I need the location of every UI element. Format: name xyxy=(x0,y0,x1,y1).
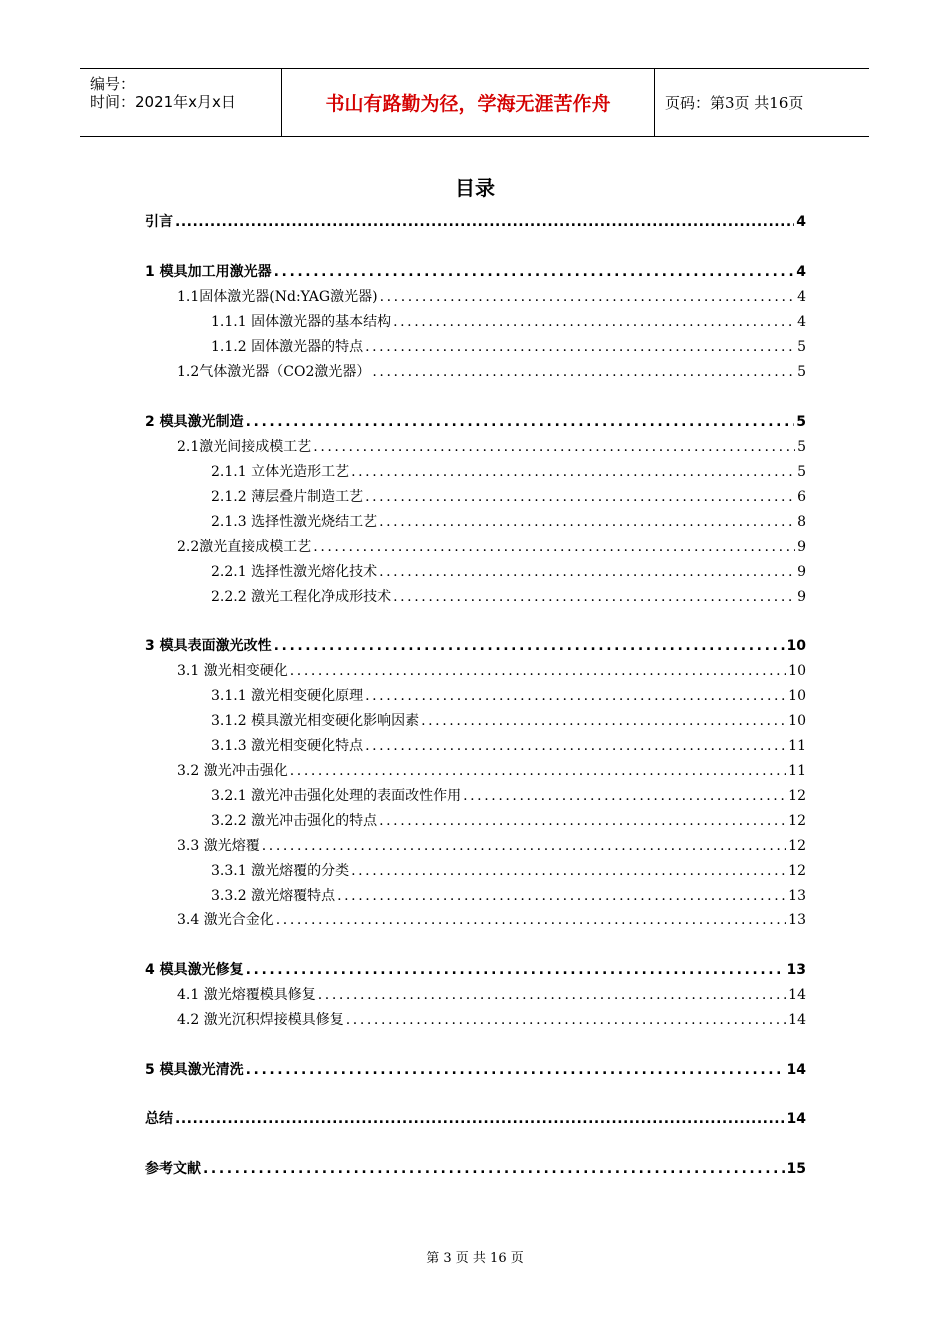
toc-entry-text: 4.1 激光熔覆模具修复 xyxy=(177,987,316,1003)
toc-entry-text: 3.1.3 激光相变硬化特点 xyxy=(211,738,364,754)
toc-entry-text: 3.2.2 激光冲击强化的特点 xyxy=(211,813,378,829)
toc-leader-dots xyxy=(276,912,786,928)
toc-leader-dots xyxy=(313,539,795,555)
toc-leader-dots xyxy=(393,589,795,605)
toc-entry[interactable] xyxy=(211,685,806,705)
toc-entry-page: 5 xyxy=(796,414,806,430)
toc-entry-page: 5 xyxy=(797,339,806,355)
toc-leader-dots xyxy=(346,1012,786,1028)
toc-entry-page: 12 xyxy=(788,813,806,829)
toc-entry-page: 14 xyxy=(788,987,806,1003)
page-title: 目录 xyxy=(455,176,495,200)
toc-leader-dots xyxy=(379,813,786,829)
toc-entry[interactable] xyxy=(145,1059,806,1079)
toc-entry-text: 2.2激光直接成模工艺 xyxy=(177,539,312,555)
toc-entry-page: 6 xyxy=(797,489,806,505)
toc-entry-text: 3.3 激光熔覆 xyxy=(177,838,260,854)
toc-entry-page: 10 xyxy=(788,663,806,679)
toc-entry-page: 5 xyxy=(797,439,806,455)
toc-leader-dots xyxy=(379,564,795,580)
toc-entry-text: 4.2 激光沉积焊接模具修复 xyxy=(177,1012,344,1028)
header-motto-cell xyxy=(282,69,655,136)
toc-entry-text: 2.1.1 立体光造形工艺 xyxy=(211,464,350,480)
toc-entry[interactable] xyxy=(211,486,806,506)
toc-entry-page: 10 xyxy=(788,713,806,729)
toc-entry-page: 4 xyxy=(797,314,806,330)
toc-entry-text: 引言 xyxy=(145,214,173,230)
toc-entry-text: 1.2气体激光器（CO2激光器） xyxy=(177,364,371,380)
toc-entry-page: 13 xyxy=(788,888,806,904)
number-label: 编号： xyxy=(90,75,136,93)
toc-entry-page: 11 xyxy=(788,738,806,754)
toc-leader-dots xyxy=(274,264,795,280)
toc-leader-dots xyxy=(175,1111,785,1127)
toc-entry-page: 4 xyxy=(796,214,806,230)
toc-entry-page: 4 xyxy=(796,264,806,280)
toc-entry-page: 9 xyxy=(797,539,806,555)
toc-leader-dots xyxy=(463,788,786,804)
toc-entry[interactable] xyxy=(177,1009,806,1029)
toc-leader-dots xyxy=(351,464,795,480)
toc-leader-dots xyxy=(372,364,795,380)
toc-entry-text: 3.2.1 激光冲击强化处理的表面改性作用 xyxy=(211,788,462,804)
toc-entry-text: 2.2.2 激光工程化净成形技术 xyxy=(211,589,392,605)
toc-entry-page: 9 xyxy=(797,564,806,580)
toc-entry-page: 9 xyxy=(797,589,806,605)
toc-entry-page: 13 xyxy=(786,962,806,978)
toc-leader-dots xyxy=(290,763,786,779)
toc-entry[interactable] xyxy=(177,660,806,680)
page-footer: 第 3 页 共 16 页 xyxy=(426,1251,524,1266)
toc-entry-text: 1.1.2 固体激光器的特点 xyxy=(211,339,364,355)
toc-leader-dots xyxy=(246,1062,785,1078)
toc-entry-page: 8 xyxy=(797,514,806,530)
toc-entry[interactable] xyxy=(177,909,806,929)
toc-entry[interactable] xyxy=(211,461,806,481)
toc-leader-dots xyxy=(203,1161,785,1177)
toc-entry-page: 12 xyxy=(788,788,806,804)
toc-entry[interactable] xyxy=(211,735,806,755)
toc-entry-text: 2.1激光间接成模工艺 xyxy=(177,439,312,455)
toc-entry-text: 3.1.1 激光相变硬化原理 xyxy=(211,688,364,704)
toc-entry[interactable] xyxy=(145,1108,806,1128)
toc-entry[interactable] xyxy=(177,984,806,1004)
toc-entry[interactable] xyxy=(211,710,806,730)
toc-entry-text: 3.2 激光冲击强化 xyxy=(177,763,288,779)
toc-entry-page: 14 xyxy=(786,1062,806,1078)
toc-entry[interactable] xyxy=(145,261,806,281)
toc-entry-text: 总结 xyxy=(145,1111,173,1127)
toc-entry-page: 14 xyxy=(786,1111,806,1127)
toc-leader-dots xyxy=(351,863,786,879)
toc-entry-page: 4 xyxy=(797,289,806,305)
date-label: 时间：2021年x月x日 xyxy=(90,93,236,111)
toc-entry-text: 3.3.2 激光熔覆特点 xyxy=(211,888,336,904)
toc-leader-dots xyxy=(365,738,786,754)
toc-entry-page: 13 xyxy=(788,912,806,928)
toc-leader-dots xyxy=(393,314,795,330)
toc-entry-text: 3 模具表面激光改性 xyxy=(145,638,272,654)
header-table xyxy=(80,68,869,137)
toc-entry[interactable] xyxy=(211,336,806,356)
toc-leader-dots xyxy=(246,414,795,430)
toc-entry-text: 2.2.1 选择性激光熔化技术 xyxy=(211,564,378,580)
toc-leader-dots xyxy=(337,888,786,904)
toc-entry-page: 5 xyxy=(797,364,806,380)
toc-entry-text: 4 模具激光修复 xyxy=(145,962,244,978)
toc-entry-text: 3.3.1 激光熔覆的分类 xyxy=(211,863,350,879)
toc-leader-dots xyxy=(246,962,785,978)
toc-leader-dots xyxy=(318,987,786,1003)
toc-entry-text: 5 模具激光清洗 xyxy=(145,1062,244,1078)
toc-entry[interactable] xyxy=(211,586,806,606)
toc-entry-page: 12 xyxy=(788,863,806,879)
toc-entry-page: 14 xyxy=(788,1012,806,1028)
toc-entry[interactable] xyxy=(177,361,806,381)
toc-entry-text: 3.1 激光相变硬化 xyxy=(177,663,288,679)
toc-entry[interactable] xyxy=(211,561,806,581)
toc-entry-page: 12 xyxy=(788,838,806,854)
toc-leader-dots xyxy=(365,489,795,505)
toc-entry[interactable] xyxy=(145,959,806,979)
toc-leader-dots xyxy=(175,214,794,230)
toc-entry[interactable] xyxy=(211,785,806,805)
toc-entry[interactable] xyxy=(211,311,806,331)
toc-leader-dots xyxy=(262,838,786,854)
toc-entry-text: 1.1固体激光器(Nd:YAG激光器) xyxy=(177,289,378,305)
header-page-cell xyxy=(655,69,869,136)
toc-entry-page: 15 xyxy=(786,1161,806,1177)
toc-entry[interactable] xyxy=(177,760,806,780)
toc-entry[interactable] xyxy=(211,511,806,531)
header-meta-cell xyxy=(80,69,282,136)
toc-entry-text: 1 模具加工用激光器 xyxy=(145,264,272,280)
toc-entry-page: 11 xyxy=(788,763,806,779)
toc-leader-dots xyxy=(274,638,785,654)
toc-leader-dots xyxy=(365,339,795,355)
toc-leader-dots xyxy=(290,663,786,679)
toc-leader-dots xyxy=(313,439,795,455)
page-info: 页码：第3页 共16页 xyxy=(665,94,804,112)
toc-entry-text: 参考文献 xyxy=(145,1161,201,1177)
toc-entry-text: 3.4 激光合金化 xyxy=(177,912,274,928)
toc-entry[interactable] xyxy=(177,835,806,855)
toc-entry[interactable] xyxy=(145,1158,806,1178)
toc-entry-page: 5 xyxy=(797,464,806,480)
toc-leader-dots xyxy=(365,688,786,704)
motto-text: 书山有路勤为径，学海无涯苦作舟 xyxy=(325,93,611,115)
toc-entry[interactable] xyxy=(211,885,806,905)
toc-entry[interactable] xyxy=(177,436,806,456)
toc-entry[interactable] xyxy=(145,211,806,231)
toc-entry[interactable] xyxy=(145,635,806,655)
toc-entry[interactable] xyxy=(145,411,806,431)
toc-leader-dots xyxy=(380,289,796,305)
toc-entry[interactable] xyxy=(177,536,806,556)
toc-entry-page: 10 xyxy=(786,638,806,654)
toc-entry-text: 2.1.2 薄层叠片制造工艺 xyxy=(211,489,364,505)
toc-entry[interactable] xyxy=(177,286,806,306)
toc-leader-dots xyxy=(379,514,795,530)
toc-entry[interactable] xyxy=(211,810,806,830)
toc-entry-text: 2.1.3 选择性激光烧结工艺 xyxy=(211,514,378,530)
toc-entry-text: 2 模具激光制造 xyxy=(145,414,244,430)
toc-entry[interactable] xyxy=(211,860,806,880)
toc-entry-text: 3.1.2 模具激光相变硬化影响因素 xyxy=(211,713,420,729)
toc-leader-dots xyxy=(421,713,786,729)
toc-entry-text: 1.1.1 固体激光器的基本结构 xyxy=(211,314,392,330)
toc-entry-page: 10 xyxy=(788,688,806,704)
